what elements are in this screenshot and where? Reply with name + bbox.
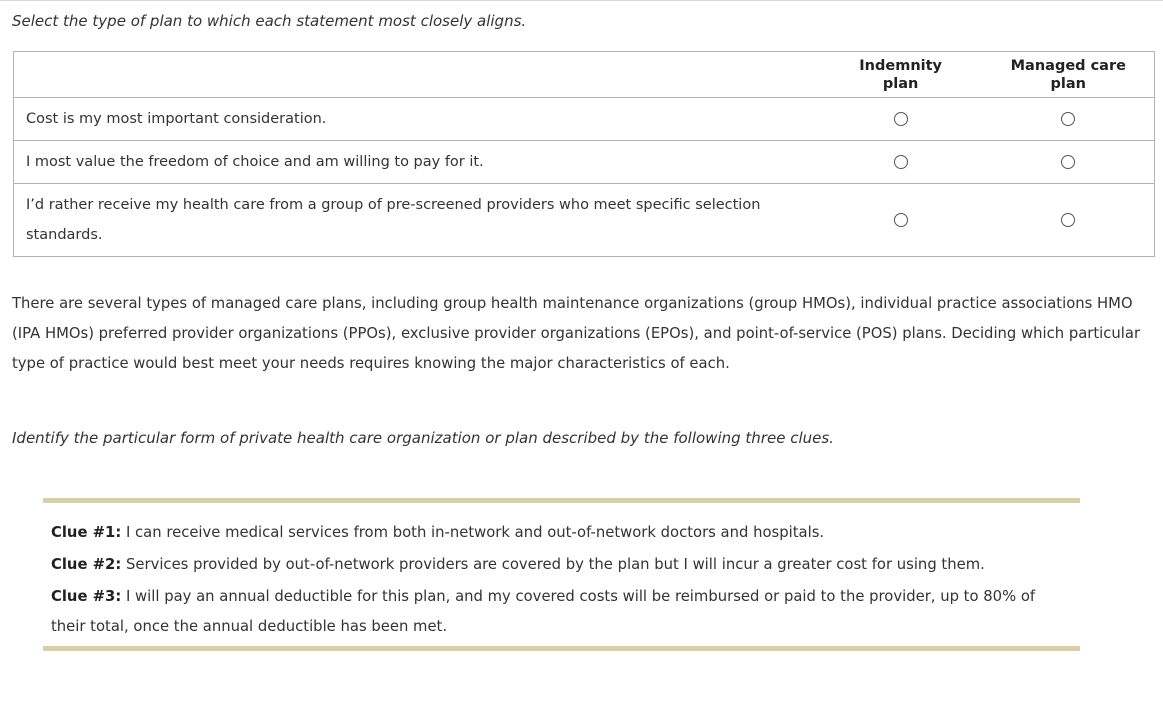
clue-list [51, 518, 1071, 644]
radio-cost-managed-care[interactable] [1061, 112, 1075, 126]
clue-text: I can receive medical services from both in-network and out-of-network doctors and hospitals. [125, 524, 825, 541]
radio-cell [819, 98, 983, 141]
table-header-row [14, 52, 1155, 98]
clue-label: Clue #1: [51, 524, 122, 541]
clue-text: I will pay an annual deductible for this plan, and my covered costs will be reimbursed or paid to the provider, up to 80% of their total, once the annual deductible has been met. [51, 588, 1036, 635]
radio-freedom-indemnity[interactable] [894, 155, 908, 169]
managed-care-plan-column-header [983, 52, 1155, 98]
radio-cost-indemnity[interactable] [894, 112, 908, 126]
clue-label: Clue #2: [51, 556, 122, 573]
table-row [14, 98, 1155, 141]
radio-prescreened-managed-care[interactable] [1061, 213, 1075, 227]
column-header-line2: plan [882, 75, 919, 92]
statement-pre-screened-providers: I’d rather receive my health care from a group of pre-screened providers who meet specific selection standards. [14, 184, 819, 257]
clue-box [43, 498, 1080, 651]
clue-3 [51, 582, 1071, 642]
radio-cell [819, 141, 983, 184]
column-header-line1: Indemnity [859, 57, 942, 74]
radio-cell [819, 184, 983, 257]
clue-2 [51, 550, 1071, 580]
plan-matching-table [13, 51, 1155, 257]
radio-freedom-managed-care[interactable] [1061, 155, 1075, 169]
radio-prescreened-indemnity[interactable] [894, 213, 908, 227]
indemnity-plan-column-header [819, 52, 983, 98]
statement-freedom-of-choice: I most value the freedom of choice and am willing to pay for it. [14, 141, 819, 184]
radio-cell [983, 98, 1155, 141]
column-header-line2: plan [1050, 75, 1087, 92]
table-row [14, 141, 1155, 184]
clue-text: Services provided by out-of-network providers are covered by the plan but I will incur a greater cost for using them. [125, 556, 985, 573]
statement-column-header [14, 52, 819, 98]
clues-instruction: Identify the particular form of private health care organization or plan described by the following three clues. [12, 429, 834, 447]
column-header-line1: Managed care [1010, 57, 1126, 74]
managed-care-explanation: There are several types of managed care plans, including group health maintenance organizations (group HMOs), individual practice associations HMO (IPA HMOs) preferred provider organizations (PPOs), exclusive provider organizations (EPOs), and point-of-service (POS) plans. Deciding which particular type of practice would best meet your needs requires knowing the major characteristics of each. [12, 295, 1141, 372]
radio-cell [983, 184, 1155, 257]
table-row [14, 184, 1155, 257]
clue-1 [51, 518, 1071, 548]
clue-label: Clue #3: [51, 588, 122, 605]
top-divider [0, 0, 1163, 1]
question-instruction: Select the type of plan to which each statement most closely aligns. [12, 12, 527, 30]
statement-cost: Cost is my most important consideration. [14, 98, 819, 141]
radio-cell [983, 141, 1155, 184]
